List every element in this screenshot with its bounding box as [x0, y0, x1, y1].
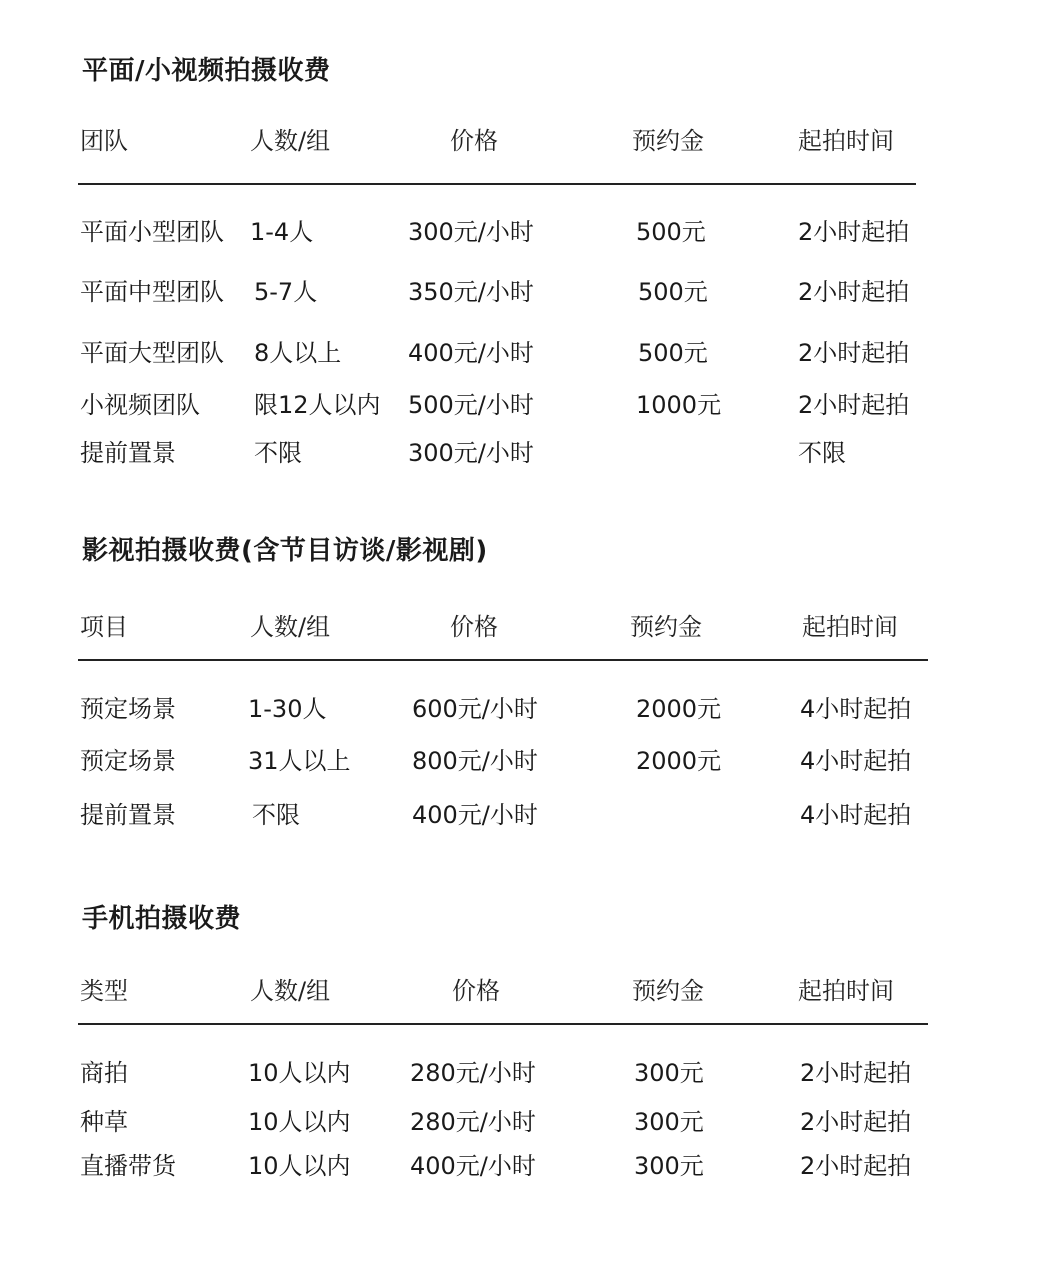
table-row	[0, 1102, 1039, 1142]
header-min-time: 起拍时间	[802, 613, 898, 641]
cell-min-time: 2小时起拍	[800, 1108, 912, 1136]
cell-people: 限12人以内	[254, 391, 381, 419]
header-min-time: 起拍时间	[798, 127, 894, 155]
header-people: 人数/组	[250, 613, 331, 641]
cell-people: 10人以内	[248, 1152, 351, 1180]
cell-team: 提前置景	[80, 439, 176, 467]
table-row	[0, 272, 1039, 312]
cell-people: 1-4人	[250, 218, 314, 246]
cell-people: 31人以上	[248, 747, 351, 775]
cell-price: 500元/小时	[408, 391, 534, 419]
cell-price: 600元/小时	[412, 695, 538, 723]
cell-team: 平面大型团队	[80, 339, 224, 367]
cell-deposit: 300元	[634, 1152, 704, 1180]
table-header	[0, 971, 1039, 1011]
cell-deposit: 2000元	[636, 747, 722, 775]
cell-price: 350元/小时	[408, 278, 534, 306]
table-row	[0, 689, 1039, 729]
cell-price: 280元/小时	[410, 1108, 536, 1136]
cell-type: 商拍	[80, 1059, 128, 1087]
cell-min-time: 2小时起拍	[800, 1059, 912, 1087]
cell-people: 10人以内	[248, 1059, 351, 1087]
table-row	[0, 333, 1039, 373]
cell-price: 300元/小时	[408, 218, 534, 246]
cell-min-time: 4小时起拍	[800, 747, 912, 775]
header-people: 人数/组	[250, 977, 331, 1005]
header-price: 价格	[452, 977, 500, 1005]
table-row	[0, 1146, 1039, 1186]
cell-deposit: 2000元	[636, 695, 722, 723]
cell-people: 1-30人	[248, 695, 327, 723]
cell-deposit: 500元	[638, 339, 708, 367]
cell-min-time: 2小时起拍	[800, 1152, 912, 1180]
cell-price: 300元/小时	[408, 439, 534, 467]
table-header	[0, 121, 1039, 161]
cell-deposit: 500元	[638, 278, 708, 306]
header-deposit: 预约金	[632, 977, 704, 1005]
header-team: 团队	[80, 127, 128, 155]
cell-deposit: 1000元	[636, 391, 722, 419]
header-price: 价格	[450, 127, 498, 155]
header-divider	[78, 183, 916, 185]
cell-people: 不限	[254, 439, 302, 467]
table-row	[0, 795, 1039, 835]
header-price: 价格	[450, 613, 498, 641]
cell-price: 400元/小时	[408, 339, 534, 367]
header-type: 类型	[80, 977, 128, 1005]
header-deposit: 预约金	[632, 127, 704, 155]
header-item: 项目	[80, 613, 128, 641]
cell-team: 平面小型团队	[80, 218, 224, 246]
cell-type: 种草	[80, 1108, 128, 1136]
cell-price: 400元/小时	[412, 801, 538, 829]
cell-price: 280元/小时	[410, 1059, 536, 1087]
cell-deposit: 500元	[636, 218, 706, 246]
header-people: 人数/组	[250, 127, 331, 155]
section-title: 平面/小视频拍摄收费	[82, 56, 331, 86]
cell-team: 小视频团队	[80, 391, 200, 419]
cell-min-time: 2小时起拍	[798, 278, 910, 306]
section-title: 手机拍摄收费	[82, 904, 242, 934]
cell-people: 10人以内	[248, 1108, 351, 1136]
cell-min-time: 4小时起拍	[800, 801, 912, 829]
table-row	[0, 1053, 1039, 1093]
cell-min-time: 4小时起拍	[800, 695, 912, 723]
header-divider	[78, 659, 928, 661]
table-row	[0, 741, 1039, 781]
cell-price: 400元/小时	[410, 1152, 536, 1180]
cell-deposit: 300元	[634, 1108, 704, 1136]
cell-min-time: 2小时起拍	[798, 339, 910, 367]
cell-price: 800元/小时	[412, 747, 538, 775]
table-header	[0, 607, 1039, 647]
header-min-time: 起拍时间	[798, 977, 894, 1005]
cell-item: 预定场景	[80, 747, 176, 775]
cell-people: 不限	[252, 801, 300, 829]
cell-min-time: 2小时起拍	[798, 218, 910, 246]
header-divider	[78, 1023, 928, 1025]
cell-team: 平面中型团队	[80, 278, 224, 306]
table-row	[0, 385, 1039, 425]
cell-item: 提前置景	[80, 801, 176, 829]
section-title: 影视拍摄收费(含节目访谈/影视剧)	[82, 536, 488, 566]
cell-min-time: 不限	[798, 439, 846, 467]
cell-item: 预定场景	[80, 695, 176, 723]
cell-deposit: 300元	[634, 1059, 704, 1087]
cell-min-time: 2小时起拍	[798, 391, 910, 419]
table-row	[0, 433, 1039, 473]
cell-people: 8人以上	[254, 339, 342, 367]
cell-type: 直播带货	[80, 1152, 176, 1180]
cell-people: 5-7人	[254, 278, 318, 306]
table-row	[0, 212, 1039, 252]
header-deposit: 预约金	[630, 613, 702, 641]
